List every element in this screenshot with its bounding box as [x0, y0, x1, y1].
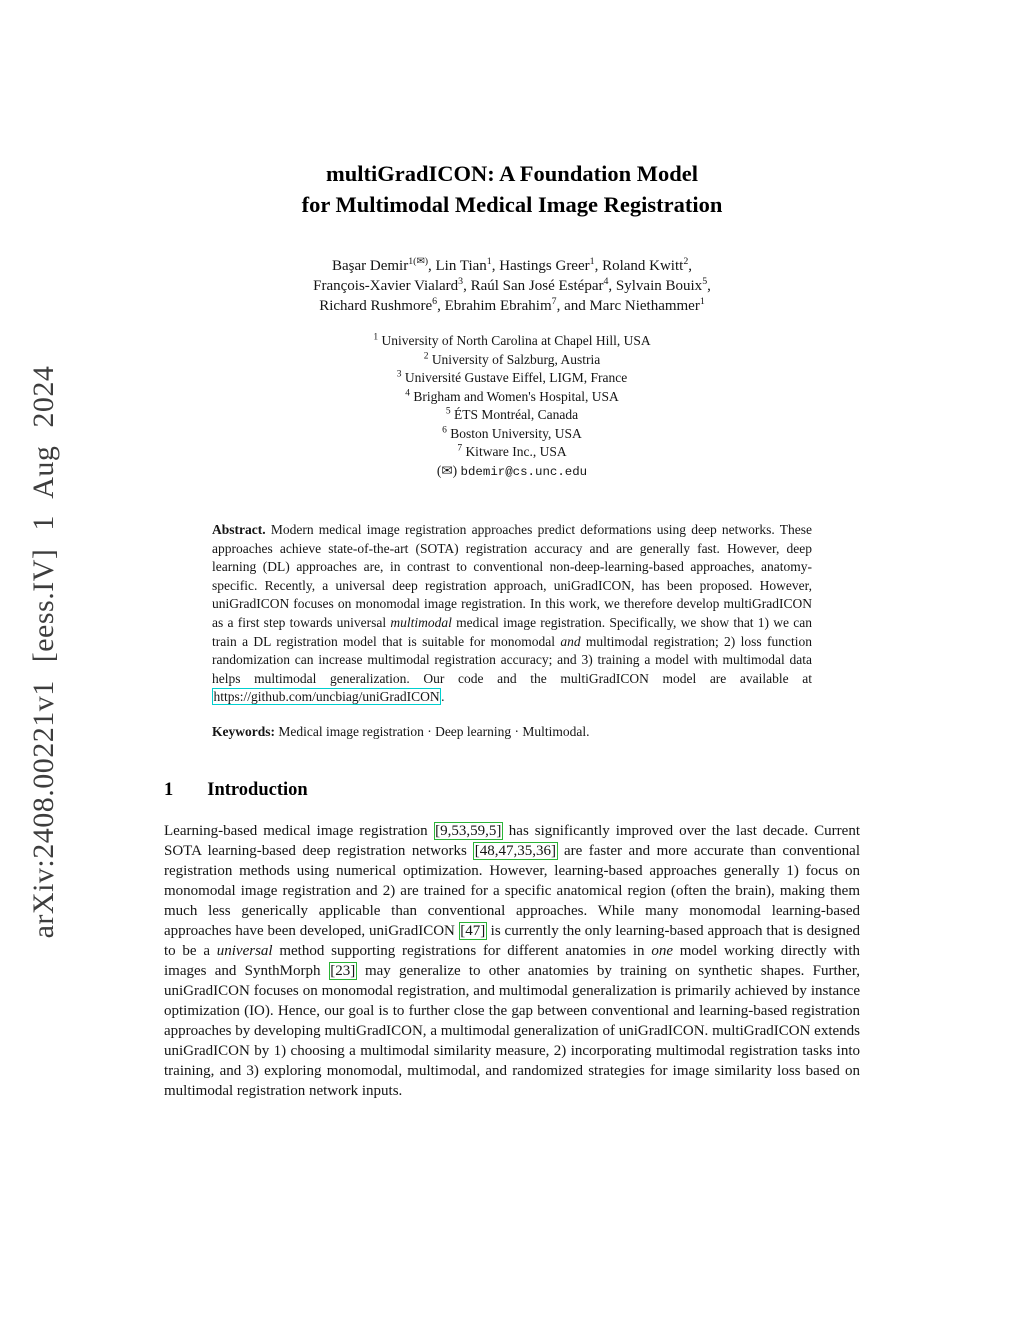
- affiliation-number: 2: [423, 351, 429, 361]
- text-segment: are faster and more accurate than conventional registration methods using numerical optimization. However, learning-based approaches generally 1) focus on monomodal image registration and 2) are trained for a specific anatomical region (often the brain), making them much less generically applicable than conventional approaches. While many monomodal learning-based approaches have been developed, uniGradICON: [164, 842, 860, 939]
- email-text: bdemir@cs.unc.edu: [460, 464, 588, 479]
- text-segment: François-Xavier Vialard: [313, 278, 459, 294]
- affiliation-number: 5: [445, 406, 451, 417]
- text-segment: is currently the only learning-based approach that is designed to be a: [164, 922, 860, 959]
- text-segment: 1: [486, 256, 492, 267]
- text-segment: 5: [702, 276, 708, 287]
- text-segment: Medical image registration · Deep learning · Multimodal.: [275, 723, 590, 739]
- citation-link[interactable]: [48,47,35,36]: [474, 842, 557, 859]
- text-segment: 6: [432, 296, 438, 307]
- affiliation-list: [164, 332, 860, 481]
- citation-link[interactable]: [9,53,59,5]: [435, 822, 502, 839]
- text-segment: method supporting registrations for different anatomies in: [272, 942, 652, 959]
- text-segment: (✉): [436, 462, 461, 478]
- affiliation-1: [164, 332, 860, 351]
- text-segment: , Lin Tian: [428, 258, 487, 274]
- affiliation-7: [164, 443, 860, 462]
- text-segment: Richard Rushmore: [319, 298, 433, 314]
- text-segment: ,: [688, 258, 692, 274]
- affiliation-4: [164, 388, 860, 407]
- text-segment: universal: [216, 942, 273, 959]
- affiliation-name: Brigham and Women's Hospital, USA: [413, 388, 619, 404]
- text-segment: multimodal registration; 2) loss function randomization can increase multimodal registration accuracy; and 3) training a model with multimodal data helps multimodal generalization. Our code and the multiGradICON model are available at: [212, 633, 812, 686]
- citation-link[interactable]: [47]: [460, 922, 486, 939]
- paper-title-line-1: multiGradICON: A Foundation Model: [326, 161, 698, 186]
- text-segment: may generalize to other anatomies by training on synthetic shapes. Further, uniGradICON focuses on monomodal registration, and multimodal generalization is primarily achieved by instance optimization (IO). Hence, our goal is to further close the gap between conventional and learning-based registration approaches by developing multiGradICON, a multimodal generalization of uniGradICON. multiGradICON extends uniGradICON by 1) choosing a multimodal similarity measure, 2) incorporating multimodal registration tasks into training, and 3) exploring monomodal, multimodal, and randomized strategies for image similarity loss based on multimodal registration network inputs.: [164, 962, 860, 1099]
- affiliation-number: 6: [442, 425, 447, 435]
- affiliation-number: 7: [457, 443, 463, 454]
- text-segment: 2: [683, 256, 689, 267]
- affiliation-name: Université Gustave Eiffel, LIGM, France: [404, 370, 628, 385]
- text-segment: 4: [603, 276, 609, 287]
- affiliation-6: [164, 425, 860, 444]
- text-segment: , Sylvain Bouix: [608, 278, 703, 294]
- text-segment: ,: [707, 278, 711, 294]
- keywords-line: [212, 723, 812, 742]
- contact-email-line: [164, 462, 860, 482]
- affiliation-name: ÉTS Montréal, Canada: [454, 407, 579, 422]
- text-segment: , Ebrahim Ebrahim: [437, 298, 552, 314]
- affiliation-number: 3: [396, 369, 402, 380]
- text-segment: 3: [458, 276, 464, 287]
- text-segment: one: [651, 942, 673, 959]
- section-title: Introduction: [207, 779, 308, 800]
- text-segment: , Raúl San José Estépar: [463, 278, 604, 294]
- text-segment: multimodal: [390, 614, 452, 630]
- author-line-1: [164, 256, 860, 276]
- section-heading-introduction: [164, 780, 860, 801]
- text-segment: , and Marc Niethammer: [556, 298, 700, 314]
- text-segment: , Roland Kwitt: [594, 258, 684, 274]
- arxiv-watermark: arXiv:2408.00221v1 [eess.IV] 1 Aug 2024: [27, 365, 60, 939]
- paper-content: [164, 0, 860, 1101]
- affiliation-number: 4: [405, 388, 410, 398]
- text-segment: Learning-based medical image registration: [164, 822, 434, 839]
- citation-link[interactable]: [23]: [330, 962, 356, 979]
- text-segment: model working directly with images and SynthMorph: [164, 942, 861, 979]
- text-segment: Modern medical image registration approaches predict deformations using deep networks. These approaches achieve state-of-the-art (SOTA) registration accuracy and are generally fast. However, deep learning (DL) approaches are, in contrast to conventional non-deep-learning-based approaches, anatomy-specific. Recently, a universal deep registration approach, uniGradICON, has been proposed. However, uniGradICON focuses on monomodal image registration. In this work, we therefore develop multiGradICON as a first step towards universal: [212, 522, 812, 630]
- text-segment: 1(✉): [408, 256, 429, 267]
- section-number: 1: [164, 779, 174, 800]
- text-segment: 1: [699, 296, 705, 307]
- text-segment: Abstract.: [212, 522, 266, 537]
- text-segment: has significantly improved over the last decade. Current SOTA learning-based deep registration networks: [164, 822, 860, 859]
- affiliation-name: University of North Carolina at Chapel Hill, USA: [381, 333, 651, 348]
- text-segment: 7: [551, 296, 557, 307]
- affiliation-name: Boston University, USA: [450, 425, 582, 441]
- introduction-paragraph: [164, 821, 860, 1101]
- affiliation-5: [164, 406, 860, 425]
- text-segment: 1: [589, 256, 595, 267]
- affiliation-number: 1: [373, 332, 379, 343]
- text-segment: , Hastings Greer: [491, 258, 590, 274]
- text-segment: medical image registration. Specifically, we show that 1) we can train a DL registration model that is suitable for monomodal: [212, 614, 812, 649]
- author-list: [164, 256, 860, 316]
- text-segment: and: [560, 633, 581, 649]
- paper-title-line-2: for Multimodal Medical Image Registration: [301, 192, 723, 217]
- affiliation-name: University of Salzburg, Austria: [431, 351, 601, 367]
- text-segment: Başar Demir: [331, 258, 409, 274]
- author-line-3: [164, 296, 860, 316]
- affiliation-2: [164, 351, 860, 370]
- affiliation-name: Kitware Inc., USA: [465, 444, 567, 459]
- paper-title: [164, 158, 860, 220]
- text-segment: .: [441, 689, 445, 705]
- affiliation-3: [164, 369, 860, 388]
- url-link[interactable]: https://github.com/uncbiag/uniGradICON: [213, 689, 440, 705]
- abstract: [212, 521, 812, 707]
- text-segment: Keywords:: [212, 723, 275, 739]
- author-line-2: [164, 276, 860, 296]
